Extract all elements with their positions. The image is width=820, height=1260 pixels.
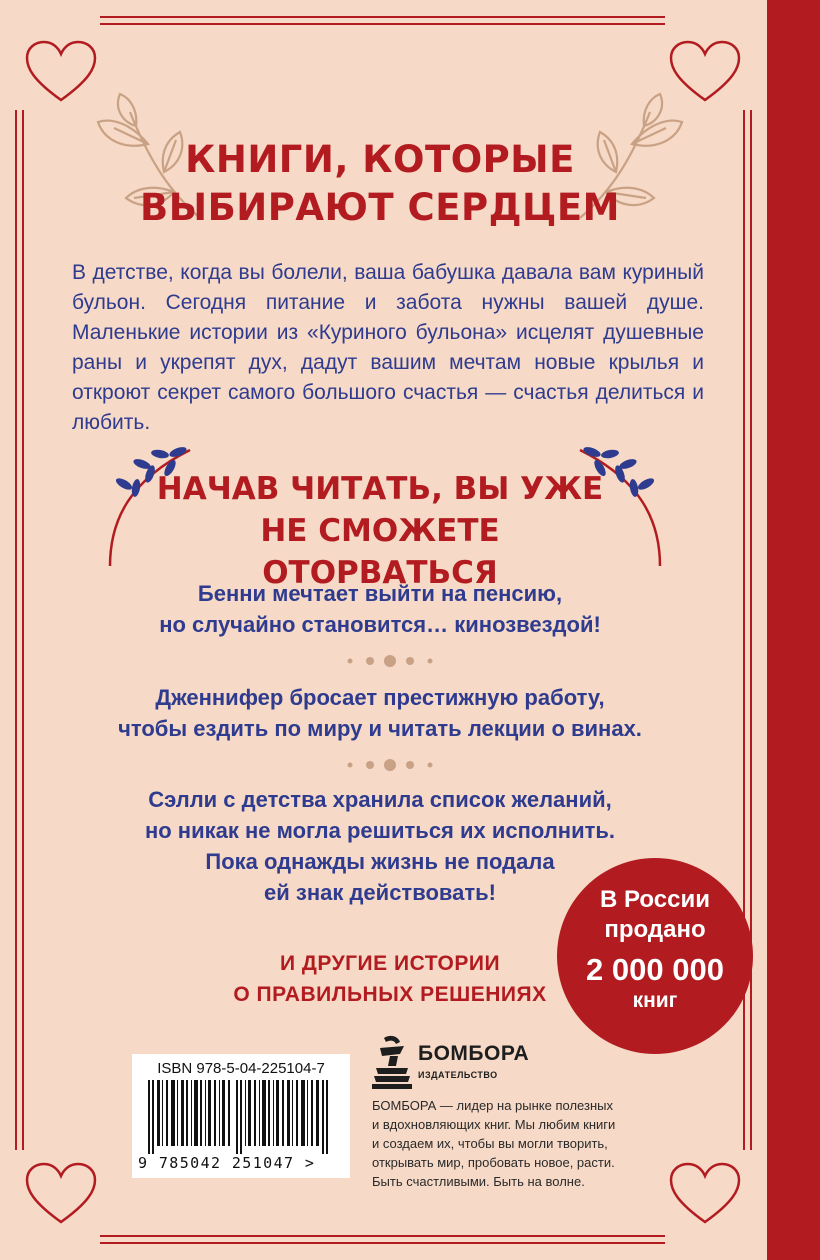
publisher-logo bbox=[370, 1034, 570, 1094]
subtitle-line: НЕ СМОЖЕТЕ ОТОРВАТЬСЯ bbox=[260, 513, 500, 591]
story-line: Пока однажды жизнь не подала bbox=[205, 849, 555, 874]
barcode-box bbox=[132, 1054, 350, 1178]
frame-line-bottom-inner bbox=[100, 1235, 665, 1237]
heart-icon bbox=[23, 38, 99, 104]
main-title bbox=[140, 136, 620, 232]
heart-icon bbox=[23, 1160, 99, 1226]
story-teaser bbox=[60, 682, 700, 744]
frame-line-left-outer bbox=[15, 110, 17, 1150]
subtitle bbox=[150, 468, 610, 594]
frame-line-top-outer bbox=[100, 16, 665, 18]
dots-divider bbox=[340, 653, 440, 669]
story-line: Сэлли с детства хранила список желаний, bbox=[148, 787, 612, 812]
other-stories-line: И ДРУГИЕ ИСТОРИИ bbox=[279, 952, 501, 975]
other-stories-line: О ПРАВИЛЬНЫХ РЕШЕНИЯХ bbox=[233, 983, 547, 1006]
story-teaser bbox=[60, 578, 700, 640]
heart-icon bbox=[667, 1160, 743, 1226]
story-line: но никак не могла решиться их исполнить. bbox=[144, 818, 616, 843]
sales-badge-line: В России bbox=[600, 886, 710, 913]
ean-number: 9 785042 251047 > bbox=[138, 1154, 316, 1172]
spine-band bbox=[767, 0, 820, 1260]
publisher-description-line: БОМБОРА — лидер на рынке полезных bbox=[372, 1098, 613, 1113]
publisher-description bbox=[372, 1096, 652, 1191]
sales-badge-line: книг bbox=[632, 989, 678, 1012]
story-line: Дженнифер бросает престижную работу, bbox=[155, 685, 605, 710]
story-line: ей знак действовать! bbox=[264, 880, 496, 905]
main-title-line: ВЫБИРАЮТ СЕРДЦЕМ bbox=[140, 186, 620, 229]
other-stories-note bbox=[230, 948, 550, 1010]
story-line: Бенни мечтает выйти на пенсию, bbox=[197, 581, 563, 606]
publisher-description-line: и создаем их, чтобы вы могли творить, bbox=[372, 1136, 608, 1151]
sales-badge-line: продано bbox=[604, 916, 706, 943]
main-title-line: КНИГИ, КОТОРЫЕ bbox=[185, 138, 575, 181]
frame-line-left-inner bbox=[22, 110, 24, 1150]
story-line: но случайно становится… кинозвездой! bbox=[159, 612, 601, 637]
intro-paragraph: В детстве, когда вы болели, ваша бабушка давала вам куриный бульон. Сегодня питание и забота нужны вашей душе. Маленькие истории из «Куриного бульона» исцелят душевные раны и укрепят дух, дадут вашим мечтам новые крылья и откроют секрет самого большого счастья — счастья делиться и любить. bbox=[72, 261, 704, 434]
publisher-description-line: открывать мир, пробовать новое, расти. bbox=[372, 1155, 615, 1170]
publisher-subtitle: ИЗДАТЕЛЬСТВО bbox=[418, 1070, 498, 1080]
publisher-name: БОМБОРА bbox=[418, 1042, 530, 1065]
publisher-emblem-icon bbox=[370, 1034, 414, 1090]
frame-line-bottom-outer bbox=[100, 1242, 665, 1244]
sales-badge-count: 2 000 000 bbox=[586, 952, 724, 987]
frame-line-top-inner bbox=[100, 23, 665, 25]
publisher-description-line: Быть счастливыми. Быть на волне. bbox=[372, 1174, 585, 1189]
barcode-icon bbox=[144, 1080, 338, 1154]
isbn-text: ISBN 978-5-04-225104-7 bbox=[157, 1060, 325, 1077]
dots-divider bbox=[340, 757, 440, 773]
story-line: чтобы ездить по миру и читать лекции о винах. bbox=[118, 716, 642, 741]
publisher-description-line: и вдохновляющих книг. Мы любим книги bbox=[372, 1117, 616, 1132]
subtitle-line: НАЧАВ ЧИТАТЬ, ВЫ УЖЕ bbox=[156, 471, 604, 507]
sales-badge bbox=[557, 858, 753, 1054]
